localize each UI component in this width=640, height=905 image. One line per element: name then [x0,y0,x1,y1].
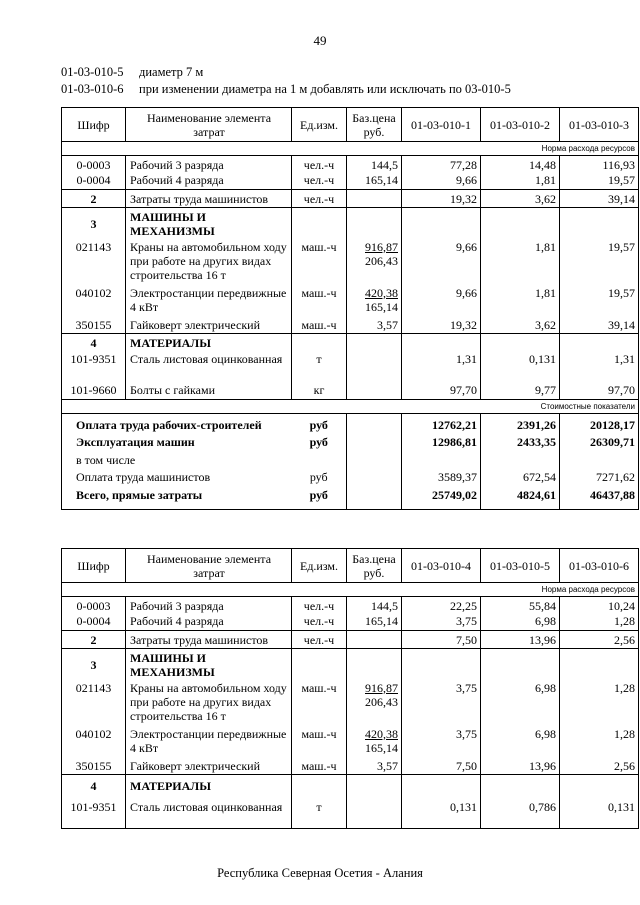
row-value: 0,131 [481,352,560,383]
row-price: 165,14 [347,614,402,631]
summary-value: 2433,35 [481,434,560,452]
header-text: диаметр 7 м [139,65,204,79]
row-name: Электростанции передвижные 4 кВт [126,727,292,759]
col-header-norm: 01-03-010-5 [481,549,560,583]
table-row [62,727,639,759]
row-unit: маш.-ч [292,318,347,334]
row-price: 916,87 206,43 [347,681,402,727]
summary-unit: руб [292,414,347,435]
col-header-name: Наименование элемента затрат [126,108,292,142]
row-unit: чел.-ч [292,190,347,208]
row-value: 3,62 [481,318,560,334]
summary-value: 12762,21 [402,414,481,435]
summary-label: в том числе [62,452,292,469]
row-value: 55,84 [481,597,560,614]
row-code: 2 [62,631,126,649]
row-code: 0-0003 [62,156,126,173]
row-value: 2,56 [560,631,639,649]
col-header-norm: 01-03-010-3 [560,108,639,142]
header-line-1 [61,65,203,80]
table-row [62,614,639,631]
header-code: 01-03-010-5 [61,65,124,79]
row-value: 9,77 [481,383,560,400]
page-footer: Республика Северная Осетия - Алания [217,866,423,880]
row-value: 1,81 [481,173,560,190]
summary-unit: руб [292,434,347,452]
row-value: 3,62 [481,190,560,208]
table-row [62,156,639,173]
row-price: 916,87 206,43 [347,240,402,286]
row-value: 6,98 [481,681,560,727]
row-value: 3,75 [402,614,481,631]
row-value: 10,24 [560,597,639,614]
header-code: 01-03-010-6 [61,82,124,96]
summary-value: 46437,88 [560,487,639,509]
row-unit: чел.-ч [292,156,347,173]
table-row [62,173,639,190]
table-row [62,797,639,829]
row-value: 19,32 [402,190,481,208]
row-code: 021143 [62,681,126,727]
section-code: 4 [62,334,126,352]
section-code: 3 [62,208,126,240]
col-header-code: Шифр [62,108,126,142]
summary-unit: руб [292,469,347,487]
col-header-norm: 01-03-010-6 [560,549,639,583]
row-unit: чел.-ч [292,173,347,190]
row-value: 116,93 [560,156,639,173]
row-code: 0-0004 [62,614,126,631]
row-value: 19,57 [560,173,639,190]
row-value: 14,48 [481,156,560,173]
row-unit: маш.-ч [292,759,347,775]
row-price: 420,38 165,14 [347,727,402,759]
row-unit: маш.-ч [292,286,347,318]
row-code: 040102 [62,286,126,318]
row-value: 2,56 [560,759,639,775]
summary-value: 26309,71 [560,434,639,452]
section-code: 3 [62,649,126,681]
row-value: 77,28 [402,156,481,173]
header-line-2 [61,82,511,97]
section-row [62,334,639,352]
row-unit: чел.-ч [292,597,347,614]
row-price: 144,5 [347,156,402,173]
section-title: МАТЕРИАЛЫ [126,334,292,352]
row-name: Рабочий 4 разряда [126,614,292,631]
col-header-price: Баз.цена руб. [347,549,402,583]
resource-table-1 [61,107,639,510]
summary-row [62,469,639,487]
row-unit: маш.-ч [292,727,347,759]
row-value: 1,81 [481,286,560,318]
row-value: 13,96 [481,759,560,775]
summary-row [62,434,639,452]
row-value: 7,50 [402,759,481,775]
row-value: 9,66 [402,240,481,286]
row-value: 19,32 [402,318,481,334]
row-value: 3,75 [402,681,481,727]
row-value: 0,131 [560,797,639,829]
row-value: 19,57 [560,286,639,318]
row-unit: т [292,352,347,383]
row-name: Краны на автомобильном ходу при работе на других видах строительства 16 т [126,681,292,727]
row-code: 040102 [62,727,126,759]
row-unit: маш.-ч [292,240,347,286]
row-value: 19,57 [560,240,639,286]
row-name: Сталь листовая оцинкованная [126,797,292,829]
col-header-code: Шифр [62,549,126,583]
section-title: МАШИНЫ И МЕХАНИЗМЫ [126,649,292,681]
section-title: МАШИНЫ И МЕХАНИЗМЫ [126,208,292,240]
row-code: 2 [62,190,126,208]
header-text: при изменении диаметра на 1 м добавлять или исключать по 03-010-5 [139,82,511,96]
table-row [62,286,639,318]
summary-label: Оплата труда машинистов [62,469,292,487]
section-title: МАТЕРИАЛЫ [126,775,292,797]
row-value: 3,75 [402,727,481,759]
row-name: Рабочий 3 разряда [126,597,292,614]
row-name: Затраты труда машинистов [126,190,292,208]
row-code: 350155 [62,759,126,775]
row-value: 1,28 [560,681,639,727]
row-value: 39,14 [560,318,639,334]
norm-label: Норма расхода ресурсов [62,583,639,597]
col-header-unit: Ед.изм. [292,108,347,142]
row-code: 101-9351 [62,352,126,383]
row-value: 97,70 [560,383,639,400]
table-row [62,190,639,208]
col-header-unit: Ед.изм. [292,549,347,583]
section-code: 4 [62,775,126,797]
row-value: 1,28 [560,614,639,631]
row-code: 0-0004 [62,173,126,190]
row-name: Краны на автомобильном ходу при работе на других видах строительства 16 т [126,240,292,286]
row-value: 0,131 [402,797,481,829]
summary-row [62,452,639,469]
summary-unit: руб [292,487,347,509]
table-row [62,240,639,286]
row-name: Рабочий 3 разряда [126,156,292,173]
summary-value: 25749,02 [402,487,481,509]
summary-label: Оплата труда рабочих-строителей [62,414,292,435]
table-row [62,383,639,400]
row-price: 420,38 165,14 [347,286,402,318]
row-name: Болты с гайками [126,383,292,400]
row-unit: чел.-ч [292,614,347,631]
row-value: 6,98 [481,727,560,759]
summary-value: 7271,62 [560,469,639,487]
col-header-price: Баз.цена руб. [347,108,402,142]
row-value: 1,28 [560,727,639,759]
norm-label: Норма расхода ресурсов [62,142,639,156]
summary-label: Эксплуатация машин [62,434,292,452]
row-value: 7,50 [402,631,481,649]
row-name: Гайковерт электрический [126,759,292,775]
row-value: 1,31 [402,352,481,383]
row-value: 13,96 [481,631,560,649]
section-row [62,208,639,240]
col-header-norm: 01-03-010-1 [402,108,481,142]
row-name: Электростанции передвижные 4 кВт [126,286,292,318]
row-value: 9,66 [402,173,481,190]
row-unit: т [292,797,347,829]
row-value: 97,70 [402,383,481,400]
col-header-norm: 01-03-010-4 [402,549,481,583]
summary-value: 20128,17 [560,414,639,435]
summary-value: 672,54 [481,469,560,487]
row-price: 3,57 [347,318,402,334]
summary-value: 4824,61 [481,487,560,509]
row-code: 101-9660 [62,383,126,400]
row-value: 9,66 [402,286,481,318]
row-code: 0-0003 [62,597,126,614]
row-code: 021143 [62,240,126,286]
summary-label: Всего, прямые затраты [62,487,292,509]
col-header-norm: 01-03-010-2 [481,108,560,142]
summary-value: 2391,26 [481,414,560,435]
row-value: 0,786 [481,797,560,829]
row-unit: чел.-ч [292,631,347,649]
row-value: 1,31 [560,352,639,383]
table-row [62,631,639,649]
summary-row [62,414,639,435]
row-name: Гайковерт электрический [126,318,292,334]
page-number: 49 [313,33,327,48]
row-unit: маш.-ч [292,681,347,727]
cost-label: Стоимостные показатели [62,400,639,414]
section-row [62,775,639,797]
table-row [62,759,639,775]
row-price: 165,14 [347,173,402,190]
row-value: 1,81 [481,240,560,286]
row-name: Затраты труда машинистов [126,631,292,649]
row-value: 39,14 [560,190,639,208]
resource-table-2 [61,548,639,829]
summary-value: 3589,37 [402,469,481,487]
col-header-name: Наименование элемента затрат [126,549,292,583]
summary-row [62,487,639,509]
row-code: 350155 [62,318,126,334]
row-value: 6,98 [481,614,560,631]
table-row [62,681,639,727]
section-row [62,649,639,681]
table-row [62,597,639,614]
table-row [62,318,639,334]
table-row [62,352,639,383]
row-price: 3,57 [347,759,402,775]
summary-value: 12986,81 [402,434,481,452]
row-price: 144,5 [347,597,402,614]
row-value: 22,25 [402,597,481,614]
row-code: 101-9351 [62,797,126,829]
row-name: Сталь листовая оцинкованная [126,352,292,383]
row-name: Рабочий 4 разряда [126,173,292,190]
row-unit: кг [292,383,347,400]
